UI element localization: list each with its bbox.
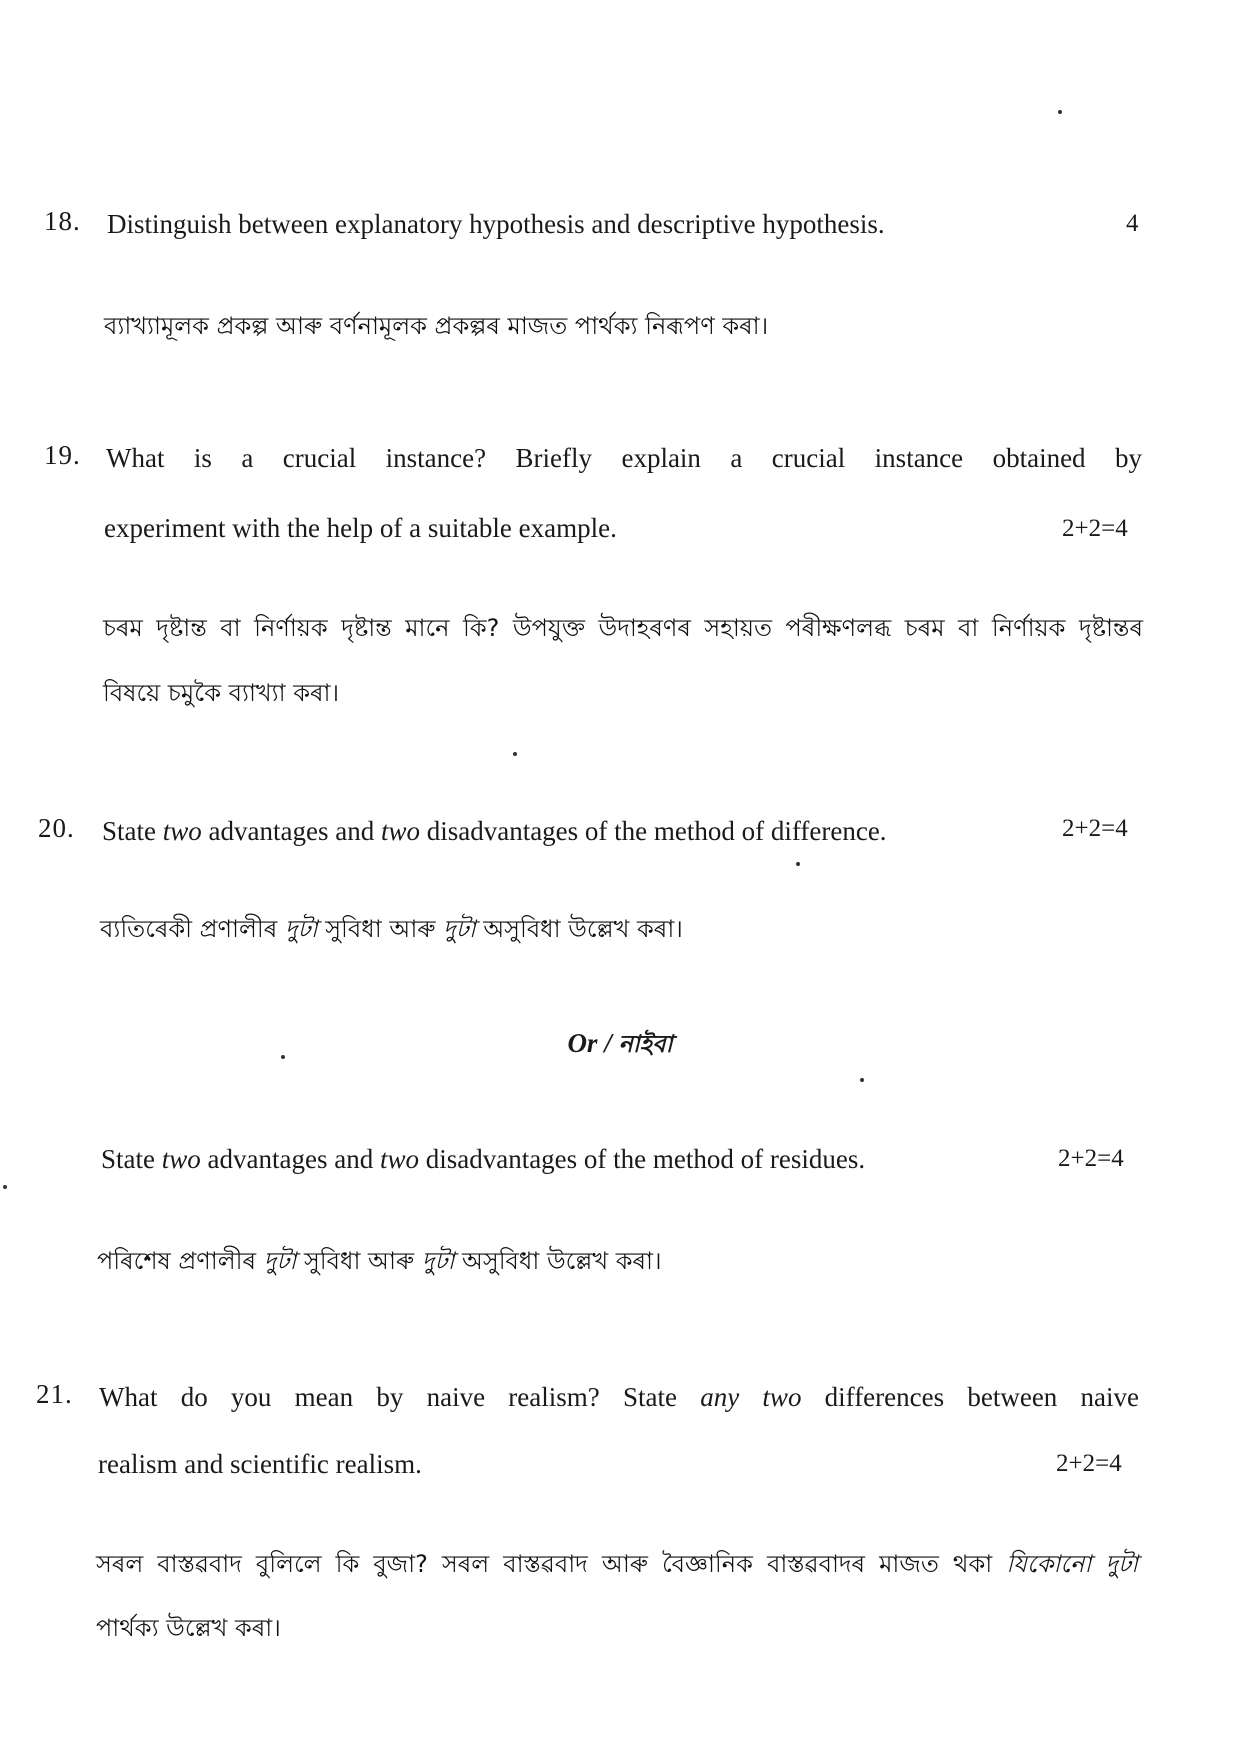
text-segment: advantages and (201, 816, 381, 846)
or-divider: / (597, 1028, 619, 1058)
text-segment: disadvantages of the method of residues. (418, 1144, 866, 1174)
text-segment: What do you mean by naive realism? State (99, 1382, 701, 1412)
text-segment: অসুবিধা উল্লেখ কৰা। (475, 915, 683, 943)
emphasis: two (162, 816, 202, 846)
question-marks: 4 (1126, 210, 1139, 237)
emphasis: any two (700, 1382, 802, 1412)
question-number: 18. (44, 206, 81, 236)
text-segment: State (101, 1144, 162, 1174)
question-number: 19. (44, 440, 81, 470)
question-text-assamese-line2: পাৰ্থক্য উল্লেখ কৰা। (96, 1614, 281, 1642)
or-assamese: নাইবা (618, 1030, 673, 1058)
scan-speck (796, 862, 800, 866)
question-marks: 2+2=4 (1058, 1145, 1124, 1172)
emphasis: দুটা (284, 915, 318, 943)
question-number: 20. (38, 813, 75, 843)
emphasis: two (379, 1144, 419, 1174)
text-segment: পৰিশেষ প্ৰণালীৰ (97, 1247, 264, 1275)
emphasis: দুটা (263, 1247, 297, 1275)
question-text-assamese (100, 912, 1000, 946)
question-text-english-line2: experiment with the help of a suitable example. (104, 513, 617, 543)
text-segment: advantages and (200, 1144, 380, 1174)
text-segment: সুবিধা আৰু (317, 915, 444, 943)
text-segment: State (102, 816, 163, 846)
question-number: 21. (36, 1379, 73, 1409)
text-segment: অসুবিধা উল্লেখ কৰা। (454, 1247, 662, 1275)
text-segment: ব্যতিৰেকী প্ৰণালীৰ (100, 915, 285, 943)
or-english: Or (567, 1028, 598, 1058)
text-segment: disadvantages of the method of difference. (419, 816, 887, 846)
emphasis: যিকোনো দুটা (1006, 1550, 1138, 1578)
scan-speck (3, 1185, 7, 1189)
question-text-assamese-line1 (96, 1547, 1138, 1581)
question-text-assamese (97, 1244, 997, 1278)
emphasis: two (380, 816, 420, 846)
question-marks: 2+2=4 (1056, 1450, 1122, 1477)
scan-speck (281, 1055, 285, 1059)
question-marks: 2+2=4 (1062, 515, 1128, 542)
scan-speck (513, 752, 517, 756)
question-marks: 2+2=4 (1062, 815, 1128, 842)
text-segment: differences between naive (801, 1382, 1139, 1412)
scan-speck (860, 1078, 864, 1082)
question-text-english-line1: What is a crucial instance? Briefly explain a crucial instance obtained by (106, 443, 1142, 473)
or-separator (0, 1026, 1240, 1066)
question-text-english-line2: realism and scientific realism. (98, 1449, 422, 1479)
question-text-english: Distinguish between explanatory hypothesis and descriptive hypothesis. (107, 209, 885, 239)
emphasis: দুটা (443, 915, 476, 943)
text-segment: সুবিধা আৰু (296, 1247, 422, 1275)
emphasis: দুটা (421, 1247, 455, 1275)
question-text-english (101, 1141, 1051, 1177)
scan-speck (1058, 110, 1062, 114)
text-segment: সৰল বাস্তৱবাদ বুলিলে কি বুজা? সৰল বাস্তৱবাদ আৰু বৈজ্ঞানিক বাস্তৱবাদৰ মাজত থকা (96, 1550, 1007, 1578)
question-text-english-line1 (99, 1379, 1139, 1415)
emphasis: two (161, 1144, 201, 1174)
question-text-assamese-line2: বিষয়ে চমুকৈ ব্যাখ্যা কৰা। (103, 679, 340, 707)
question-text-assamese-line1: চৰম দৃষ্টান্ত বা নিৰ্ণায়ক দৃষ্টান্ত মানে কি? উপযুক্ত উদাহৰণৰ সহায়ত পৰীক্ষণলব্ধ চৰম বা নিৰ্ণায়ক দৃষ্টান্তৰ (103, 614, 1143, 642)
question-text-english (102, 813, 1052, 849)
question-text-assamese: ব্যাখ্যামূলক প্ৰকল্প আৰু বৰ্ণনামূলক প্ৰকল্পৰ মাজত পাৰ্থক্য নিৰূপণ কৰা। (104, 312, 769, 340)
